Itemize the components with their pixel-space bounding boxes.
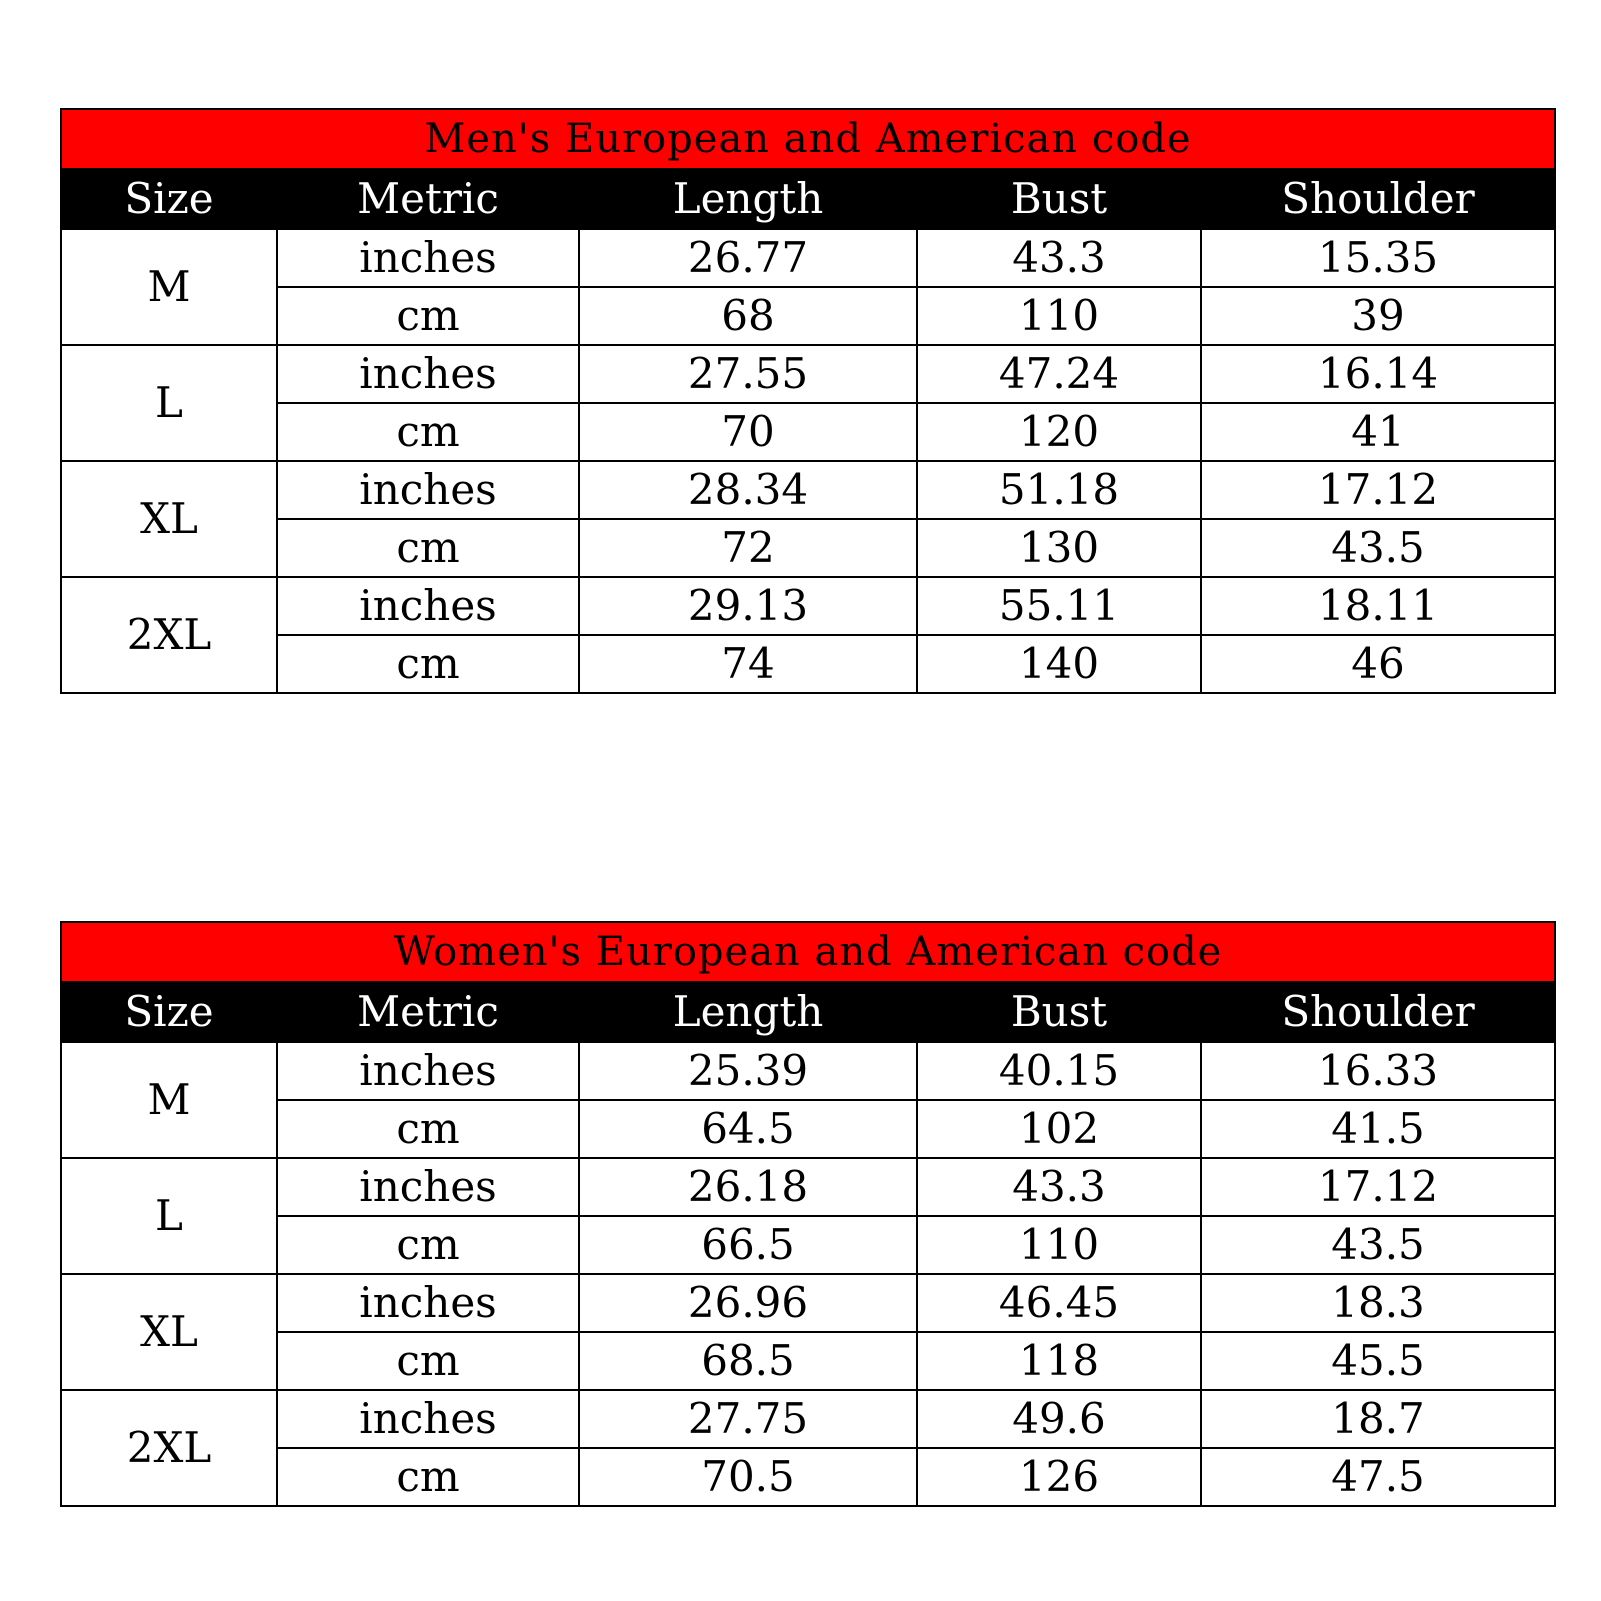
value-cell: 18.3: [1201, 1274, 1555, 1332]
size-label: L: [61, 345, 277, 461]
womens-size-chart-body: [61, 922, 1555, 1506]
value-cell: 27.55: [579, 345, 917, 403]
column-header: Length: [579, 982, 917, 1042]
column-header: Shoulder: [1201, 982, 1555, 1042]
chart-title: Women's European and American code: [61, 922, 1555, 982]
table-row: [61, 403, 1555, 461]
metric-label: inches: [277, 577, 579, 635]
value-cell: 68: [579, 287, 917, 345]
metric-label: cm: [277, 403, 579, 461]
value-cell: 43.3: [917, 229, 1201, 287]
value-cell: 74: [579, 635, 917, 693]
value-cell: 43.3: [917, 1158, 1201, 1216]
mens-size-chart-body: [61, 109, 1555, 693]
value-cell: 72: [579, 519, 917, 577]
metric-label: inches: [277, 345, 579, 403]
value-cell: 45.5: [1201, 1332, 1555, 1390]
table-row: [61, 1158, 1555, 1216]
metric-label: cm: [277, 635, 579, 693]
value-cell: 46: [1201, 635, 1555, 693]
table-row: [61, 1216, 1555, 1274]
table-row: [61, 1390, 1555, 1448]
value-cell: 51.18: [917, 461, 1201, 519]
value-cell: 28.34: [579, 461, 917, 519]
column-header: Shoulder: [1201, 169, 1555, 229]
value-cell: 70.5: [579, 1448, 917, 1506]
metric-label: inches: [277, 461, 579, 519]
metric-label: inches: [277, 1274, 579, 1332]
mens-size-chart: [60, 108, 1556, 694]
metric-label: cm: [277, 1332, 579, 1390]
table-row: [61, 577, 1555, 635]
size-label: M: [61, 1042, 277, 1158]
table-row: [61, 1274, 1555, 1332]
column-header: Bust: [917, 169, 1201, 229]
value-cell: 47.24: [917, 345, 1201, 403]
value-cell: 46.45: [917, 1274, 1201, 1332]
metric-label: inches: [277, 1042, 579, 1100]
size-label: XL: [61, 1274, 277, 1390]
table-row: [61, 345, 1555, 403]
table-row: [61, 229, 1555, 287]
value-cell: 47.5: [1201, 1448, 1555, 1506]
size-label: 2XL: [61, 1390, 277, 1506]
column-header-row: [61, 982, 1555, 1042]
value-cell: 41: [1201, 403, 1555, 461]
table-row: [61, 287, 1555, 345]
size-label: 2XL: [61, 577, 277, 693]
metric-label: inches: [277, 229, 579, 287]
column-header: Metric: [277, 169, 579, 229]
chart-title-row: [61, 922, 1555, 982]
value-cell: 70: [579, 403, 917, 461]
chart-title-row: [61, 109, 1555, 169]
column-header: Size: [61, 982, 277, 1042]
size-label: M: [61, 229, 277, 345]
table-row: [61, 1332, 1555, 1390]
value-cell: 66.5: [579, 1216, 917, 1274]
value-cell: 29.13: [579, 577, 917, 635]
value-cell: 26.18: [579, 1158, 917, 1216]
metric-label: inches: [277, 1390, 579, 1448]
value-cell: 43.5: [1201, 519, 1555, 577]
value-cell: 26.77: [579, 229, 917, 287]
size-label: L: [61, 1158, 277, 1274]
size-label: XL: [61, 461, 277, 577]
table-row: [61, 1042, 1555, 1100]
value-cell: 16.14: [1201, 345, 1555, 403]
metric-label: cm: [277, 287, 579, 345]
value-cell: 64.5: [579, 1100, 917, 1158]
metric-label: cm: [277, 1100, 579, 1158]
table-row: [61, 1100, 1555, 1158]
value-cell: 25.39: [579, 1042, 917, 1100]
value-cell: 126: [917, 1448, 1201, 1506]
value-cell: 26.96: [579, 1274, 917, 1332]
womens-size-chart: [60, 921, 1556, 1507]
value-cell: 49.6: [917, 1390, 1201, 1448]
value-cell: 41.5: [1201, 1100, 1555, 1158]
table-row: [61, 519, 1555, 577]
column-header: Size: [61, 169, 277, 229]
metric-label: inches: [277, 1158, 579, 1216]
value-cell: 68.5: [579, 1332, 917, 1390]
value-cell: 140: [917, 635, 1201, 693]
value-cell: 18.11: [1201, 577, 1555, 635]
value-cell: 17.12: [1201, 461, 1555, 519]
value-cell: 15.35: [1201, 229, 1555, 287]
value-cell: 18.7: [1201, 1390, 1555, 1448]
value-cell: 130: [917, 519, 1201, 577]
value-cell: 17.12: [1201, 1158, 1555, 1216]
value-cell: 43.5: [1201, 1216, 1555, 1274]
value-cell: 118: [917, 1332, 1201, 1390]
table-row: [61, 635, 1555, 693]
value-cell: 55.11: [917, 577, 1201, 635]
chart-title: Men's European and American code: [61, 109, 1555, 169]
value-cell: 27.75: [579, 1390, 917, 1448]
column-header: Metric: [277, 982, 579, 1042]
value-cell: 110: [917, 1216, 1201, 1274]
metric-label: cm: [277, 1448, 579, 1506]
metric-label: cm: [277, 519, 579, 577]
value-cell: 40.15: [917, 1042, 1201, 1100]
column-header: Length: [579, 169, 917, 229]
value-cell: 39: [1201, 287, 1555, 345]
table-row: [61, 1448, 1555, 1506]
metric-label: cm: [277, 1216, 579, 1274]
column-header-row: [61, 169, 1555, 229]
table-row: [61, 461, 1555, 519]
value-cell: 16.33: [1201, 1042, 1555, 1100]
value-cell: 102: [917, 1100, 1201, 1158]
value-cell: 120: [917, 403, 1201, 461]
value-cell: 110: [917, 287, 1201, 345]
column-header: Bust: [917, 982, 1201, 1042]
